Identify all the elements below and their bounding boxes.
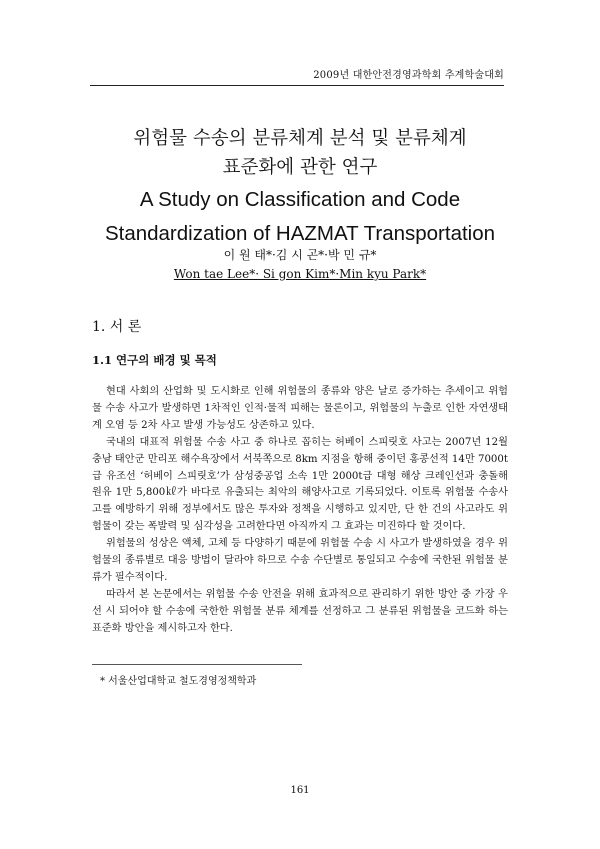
authors-block: [60, 246, 540, 284]
authors-korean: 이 원 태*·김 시 곤*·박 민 규*: [223, 248, 377, 262]
footnote: * 서울산업대학교 철도경영정책학과: [100, 676, 257, 687]
paragraph: 국내의 대표적 위험물 수송 사고 중 하나로 꼽히는 허베이 스피릿호 사고는 2007년 12월 충남 태안군 만리포 해수욕장에서 서북쪽으로 8km 지점을 항해 중이던 홍콩선적 14만 7000t급 유조선 ‘허베이 스피릿호’가 삼성중공업 소속 1만 2000t급 대형 해상 크레인선과 충돌해 원유 1만 5,800㎘가 바다로 유출되는 최악의 해양사고로 기록되었다. 이토록 위험물 수송사고를 예방하기 위해 정부에서도 많은 투자와 정책을 시행하고 있지만, 단 한 건의 사고라도 위험물이 갖는 폭발력 및 심각성을 고려한다면 아직까지 그 효과는 미진하다 할 것이다.: [92, 436, 508, 533]
subsection-heading: 1.1 연구의 배경 및 목적: [92, 353, 217, 367]
title-english-line-2: Standardization of HAZMAT Transportation: [104, 222, 496, 245]
running-header: 2009년 대한안전경영과학회 추계학술대회: [90, 66, 504, 86]
body-text: [92, 384, 508, 638]
section-heading: 1. 서 론: [92, 319, 142, 335]
title-korean-line-1: 위험물 수송의 분류체계 분석 및 분류체계: [133, 128, 467, 149]
page-number: 161: [290, 785, 310, 796]
paragraph: 위험물의 성상은 액체, 고체 등 다양하기 때문에 위험물 수송 시 사고가 발생하였을 경우 위험물의 종류별로 대응 방법이 달라야 하므로 수송 수단별로 통일되고 수송에 국한된 위험물 분류가 필수적이다.: [92, 538, 508, 583]
authors-english: Won tae Lee*· Si gon Kim*·Min kyu Park*: [173, 267, 427, 281]
title-english-line-1: A Study on Classification and Code: [139, 188, 461, 211]
title-korean-line-2: 표준화에 관한 연구: [222, 157, 378, 178]
title-block: [60, 124, 540, 250]
footnote-divider: [92, 664, 302, 665]
paragraph: 따라서 본 논문에서는 위험물 수송 안전을 위해 효과적으로 관리하기 위한 방안 중 가장 우선 시 되어야 할 수송에 국한한 위험물 분류 체계를 선정하고 그 분류된 위험물을 코드화 하는 표준화 방안을 제시하고자 한다.: [92, 588, 508, 634]
paragraph: 현대 사회의 산업화 및 도시화로 인해 위험물의 종류와 양은 날로 증가하는 추세이고 위험물 수송 사고가 발생하면 1차적인 인적·물적 피해는 물론이고, 위험물의 누출로 인한 자연생태계 오염 등 2차 사고 발생 가능성도 상존하고 있다.: [92, 386, 508, 431]
